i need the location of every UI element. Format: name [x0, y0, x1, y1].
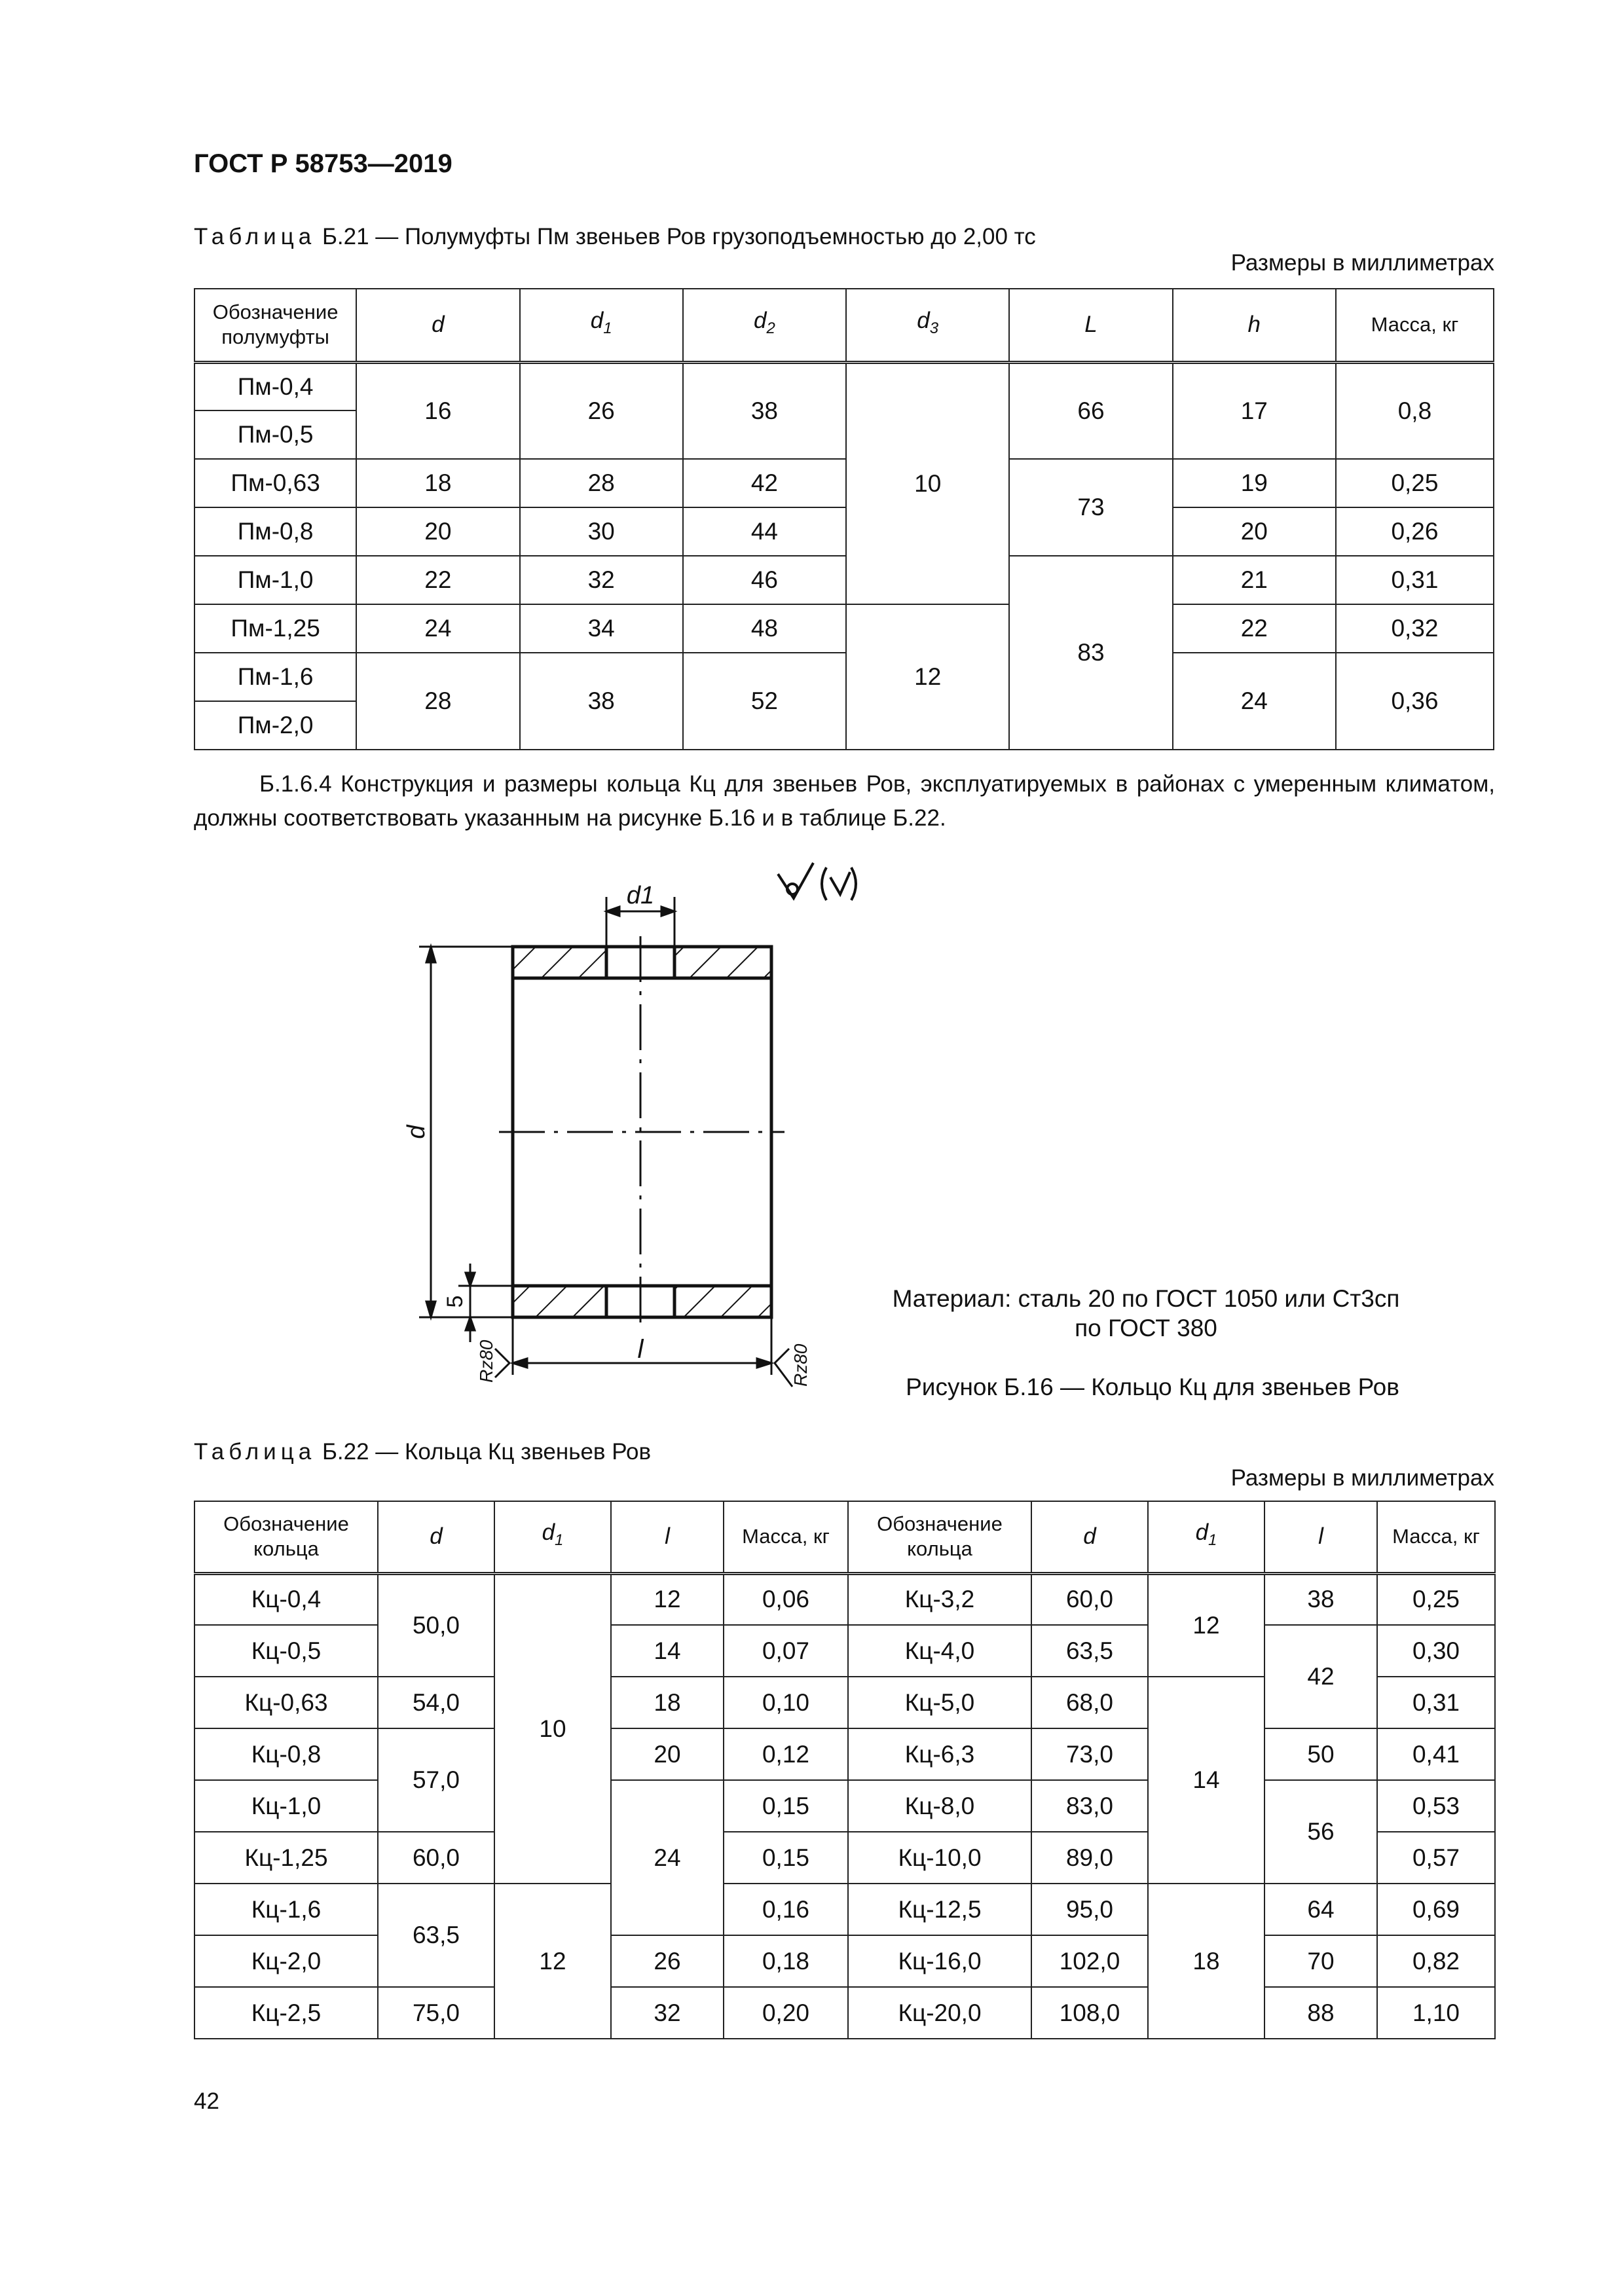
- cell-d2: 44: [683, 507, 846, 556]
- cell-d: 63,5: [378, 1884, 494, 1987]
- wall-top-left: [513, 947, 606, 978]
- wall-top-right: [674, 947, 771, 978]
- cell-d1: 12: [494, 1884, 611, 2039]
- cell-l: 12: [611, 1573, 724, 1625]
- cell-d3: 10: [846, 362, 1009, 604]
- cell-d: 50,0: [378, 1573, 494, 1677]
- col-header-h: h: [1173, 289, 1336, 362]
- cell-mass: 0,07: [724, 1625, 848, 1677]
- cell-designation: Кц-2,5: [194, 1987, 378, 2039]
- col-header-d3: $d_3$: [846, 289, 1009, 362]
- cell-designation: Пм-2,0: [194, 701, 356, 750]
- cell-d: 68,0: [1031, 1677, 1148, 1728]
- cell-l: 32: [611, 1987, 724, 2039]
- wall-bottom-left: [513, 1286, 606, 1317]
- col-header-d1: $d_1$: [520, 289, 683, 362]
- table21-units: Размеры в миллиметрах: [1230, 250, 1494, 276]
- cell-d: 83,0: [1031, 1780, 1148, 1832]
- table21-caption-text: Б.21 — Полумуфты Пм звеньев Ров грузоподъемностью до 2,00 тс: [316, 224, 1036, 249]
- cell-mass: 0,32: [1336, 604, 1494, 653]
- cell-designation: Кц-12,5: [848, 1884, 1031, 1935]
- col-header-d1: $d_1$: [1148, 1501, 1264, 1573]
- cell-designation: Пм-1,25: [194, 604, 356, 653]
- cell-designation: Кц-0,4: [194, 1573, 378, 1625]
- cell-d2: 46: [683, 556, 846, 604]
- cell-mass: 0,26: [1336, 507, 1494, 556]
- cell-designation: Кц-20,0: [848, 1987, 1031, 2039]
- cell-mass: 0,06: [724, 1573, 848, 1625]
- cell-mass: 0,57: [1377, 1832, 1495, 1884]
- cell-designation: Кц-0,63: [194, 1677, 378, 1728]
- cell-d: 108,0: [1031, 1987, 1148, 2039]
- cell-mass: 0,30: [1377, 1625, 1495, 1677]
- cell-d2: 38: [683, 362, 846, 459]
- table22-units: Размеры в миллиметрах: [1230, 1465, 1494, 1491]
- cell-h: 22: [1173, 604, 1336, 653]
- cell-designation: Кц-2,0: [194, 1935, 378, 1987]
- cell-mass: 0,82: [1377, 1935, 1495, 1987]
- cell-h: 20: [1173, 507, 1336, 556]
- cell-d: 28: [356, 653, 519, 750]
- cell-mass: 0,15: [724, 1832, 848, 1884]
- cell-d: 75,0: [378, 1987, 494, 2039]
- col-header-designation: Обозначение кольца: [194, 1501, 378, 1573]
- cell-d: 73,0: [1031, 1728, 1148, 1780]
- col-header-d: d: [378, 1501, 494, 1573]
- cell-d2: 42: [683, 459, 846, 507]
- cell-d1: 12: [1148, 1573, 1264, 1677]
- col-header-designation: Обозначение кольца: [848, 1501, 1031, 1573]
- cell-mass: 0,31: [1336, 556, 1494, 604]
- cell-d1: 34: [520, 604, 683, 653]
- cell-l: 14: [611, 1625, 724, 1677]
- cell-designation: Кц-10,0: [848, 1832, 1031, 1884]
- cell-d1: 18: [1148, 1884, 1264, 2039]
- cell-d1: 14: [1148, 1677, 1264, 1884]
- cell-mass: 0,25: [1377, 1573, 1495, 1625]
- cell-designation: Кц-1,25: [194, 1832, 378, 1884]
- cell-L: 73: [1009, 459, 1172, 556]
- roughness-right-icon: [775, 1349, 792, 1387]
- cell-L: 66: [1009, 362, 1172, 459]
- cell-d1: 10: [494, 1573, 611, 1884]
- cell-d: 16: [356, 362, 519, 459]
- wall-bottom-right: [674, 1286, 771, 1317]
- cell-d: 63,5: [1031, 1625, 1148, 1677]
- cell-mass: 0,41: [1377, 1728, 1495, 1780]
- material-note-line2: по ГОСТ 380: [1075, 1315, 1217, 1341]
- col-header-d2: $d_2$: [683, 289, 846, 362]
- dim-label-5: 5: [443, 1295, 468, 1308]
- col-header-d: d: [1031, 1501, 1148, 1573]
- cell-d1: 32: [520, 556, 683, 604]
- cell-L: 83: [1009, 556, 1172, 750]
- col-header-d: d: [356, 289, 519, 362]
- cell-designation: Пм-1,0: [194, 556, 356, 604]
- cell-l: 64: [1264, 1884, 1377, 1935]
- cell-l: 38: [1264, 1573, 1377, 1625]
- cell-d1: 28: [520, 459, 683, 507]
- cell-h: 17: [1173, 362, 1336, 459]
- dimension-d: [419, 947, 513, 1317]
- roughness-left-label: Rz80: [476, 1339, 496, 1383]
- cell-designation: Кц-8,0: [848, 1780, 1031, 1832]
- dim-label-d1: d1: [626, 882, 655, 909]
- col-header-mass: Масса, кг: [1377, 1501, 1495, 1573]
- cell-l: 26: [611, 1935, 724, 1987]
- page-number: 42: [194, 2088, 219, 2114]
- cell-d3: 12: [846, 604, 1009, 750]
- cell-mass: 0,53: [1377, 1780, 1495, 1832]
- figure-caption: Рисунок Б.16 — Кольцо Кц для звеньев Ров: [906, 1374, 1399, 1400]
- cell-designation: Кц-3,2: [848, 1573, 1031, 1625]
- cell-d: 54,0: [378, 1677, 494, 1728]
- cell-mass: 0,15: [724, 1780, 848, 1832]
- surface-finish-icon: [778, 863, 856, 900]
- cell-d: 24: [356, 604, 519, 653]
- table22-caption: [194, 1439, 651, 1465]
- cell-l: 88: [1264, 1987, 1377, 2039]
- cell-l: 50: [1264, 1728, 1377, 1780]
- roughness-left-icon: [495, 1349, 509, 1377]
- cell-designation: Кц-16,0: [848, 1935, 1031, 1987]
- cell-designation: Пм-0,63: [194, 459, 356, 507]
- col-header-l: l: [1264, 1501, 1377, 1573]
- cell-mass: 0,16: [724, 1884, 848, 1935]
- table22-caption-prefix: Таблица: [194, 1439, 316, 1465]
- col-header-L: L: [1009, 289, 1172, 362]
- roughness-right-label: Rz80: [790, 1343, 811, 1387]
- cell-mass: 0,8: [1336, 362, 1494, 459]
- cell-designation: Кц-6,3: [848, 1728, 1031, 1780]
- standard-header: ГОСТ Р 58753—2019: [194, 149, 452, 178]
- cell-mass: 0,12: [724, 1728, 848, 1780]
- material-note-line1: Материал: сталь 20 по ГОСТ 1050 или Ст3сп: [892, 1285, 1400, 1312]
- cell-d1: 26: [520, 362, 683, 459]
- col-header-designation: Обозначение полумуфты: [194, 289, 356, 362]
- cell-d: 20: [356, 507, 519, 556]
- cell-designation: Кц-5,0: [848, 1677, 1031, 1728]
- cell-l: 24: [611, 1780, 724, 1935]
- cell-designation: Пм-1,6: [194, 653, 356, 701]
- cell-mass: 0,20: [724, 1987, 848, 2039]
- cell-d: 95,0: [1031, 1884, 1148, 1935]
- cell-l: 56: [1264, 1780, 1377, 1884]
- cell-designation: Кц-1,0: [194, 1780, 378, 1832]
- cell-designation: Кц-4,0: [848, 1625, 1031, 1677]
- cell-h: 24: [1173, 653, 1336, 750]
- cell-d: 89,0: [1031, 1832, 1148, 1884]
- cell-d2: 48: [683, 604, 846, 653]
- cell-d: 102,0: [1031, 1935, 1148, 1987]
- cell-mass: 0,10: [724, 1677, 848, 1728]
- table-b22: [194, 1501, 1496, 2039]
- cell-l: 70: [1264, 1935, 1377, 1987]
- cell-d1: 38: [520, 653, 683, 750]
- cell-d1: 30: [520, 507, 683, 556]
- cell-l: 18: [611, 1677, 724, 1728]
- cell-d2: 52: [683, 653, 846, 750]
- cell-d: 18: [356, 459, 519, 507]
- col-header-mass: Масса, кг: [1336, 289, 1494, 362]
- table22-caption-text: Б.22 — Кольца Кц звеньев Ров: [316, 1439, 652, 1465]
- cell-mass: 1,10: [1377, 1987, 1495, 2039]
- col-header-l: l: [611, 1501, 724, 1573]
- cell-d: 60,0: [1031, 1573, 1148, 1625]
- cell-mass: 0,18: [724, 1935, 848, 1987]
- cell-l: 20: [611, 1728, 724, 1780]
- cell-designation: Пм-0,8: [194, 507, 356, 556]
- col-header-d1: $d_1$: [494, 1501, 611, 1573]
- cell-h: 21: [1173, 556, 1336, 604]
- col-header-mass: Масса, кг: [724, 1501, 848, 1573]
- cell-mass: 0,36: [1336, 653, 1494, 750]
- cell-mass: 0,25: [1336, 459, 1494, 507]
- cell-l: 42: [1264, 1625, 1377, 1728]
- cell-d: 60,0: [378, 1832, 494, 1884]
- cell-designation: Кц-0,8: [194, 1728, 378, 1780]
- cell-mass: 0,31: [1377, 1677, 1495, 1728]
- paragraph-b164: Б.1.6.4 Конструкция и размеры кольца Кц для звеньев Ров, эксплуатируемых в районах с умеренным климатом, должны соответствовать указанным на рисунке Б.16 и в таблице Б.22.: [194, 771, 1495, 831]
- cell-d: 57,0: [378, 1728, 494, 1832]
- cell-designation: Кц-1,6: [194, 1884, 378, 1935]
- cell-d: 22: [356, 556, 519, 604]
- dim-label-d: d: [403, 1125, 430, 1139]
- dim-label-l: l: [637, 1335, 644, 1364]
- cell-h: 19: [1173, 459, 1336, 507]
- cell-designation: Кц-0,5: [194, 1625, 378, 1677]
- cell-designation: Пм-0,5: [194, 410, 356, 459]
- cell-designation: Пм-0,4: [194, 362, 356, 410]
- table21-caption-prefix: Таблица: [194, 224, 316, 249]
- cell-mass: 0,69: [1377, 1884, 1495, 1935]
